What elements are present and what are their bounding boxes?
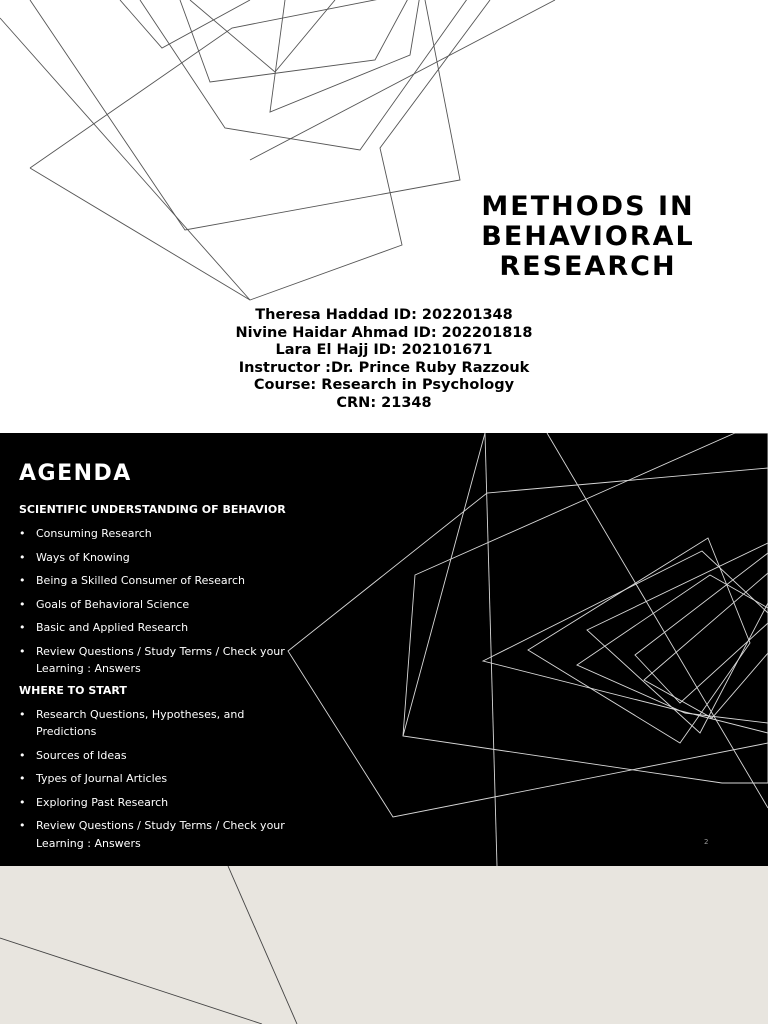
bullet-icon: •	[19, 772, 26, 785]
credit-course: Course: Research in Psychology	[253, 377, 515, 394]
bullet-icon: •	[19, 597, 26, 611]
section-title-where-to-start: WHERE TO START	[19, 683, 127, 697]
list-item-text: Research Questions, Hypotheses, and Predictions	[36, 707, 245, 738]
list-item-text: Review Questions / Study Terms / Check your Learning : Answers	[36, 819, 285, 850]
agenda-list-where-to-start	[19, 706, 291, 853]
presentation-title: METHODS IN BEHAVIORAL RESEARCH	[481, 191, 695, 282]
partial-next-slide	[0, 866, 768, 1024]
bullet-icon: •	[19, 795, 26, 809]
list-item-text: Ways of Knowing	[36, 550, 130, 564]
credit-instructor: Instructor :Dr. Prince Ruby Razzouk	[238, 359, 530, 376]
list-item	[19, 747, 291, 765]
list-item	[19, 706, 291, 741]
list-item	[19, 770, 291, 788]
bullet-icon: •	[19, 707, 26, 721]
credit-crn: CRN: 21348	[336, 394, 432, 411]
list-item-text: Exploring Past Research	[36, 795, 169, 809]
list-item	[19, 794, 291, 812]
credit-student-1: Theresa Haddad ID: 202201348	[255, 307, 513, 323]
list-item-text: Being a Skilled Consumer of Research	[36, 574, 245, 587]
section-title-scientific-understanding: SCIENTIFIC UNDERSTANDING OF BEHAVIOR	[19, 503, 286, 516]
credit-student-3: Lara El Hajj ID: 202101671	[275, 342, 493, 359]
list-item-text: Basic and Applied Research	[36, 621, 189, 634]
agenda-content	[19, 503, 291, 858]
bullet-icon: •	[19, 819, 26, 832]
agenda-heading: AGENDA	[19, 461, 132, 486]
list-item	[19, 817, 291, 852]
list-item	[19, 525, 291, 543]
bullet-icon: •	[19, 527, 26, 540]
geometric-line-art	[0, 866, 768, 1024]
list-item	[19, 643, 291, 678]
bullet-icon: •	[19, 644, 26, 658]
credit-student-2: Nivine Haidar Ahmad ID: 202201818	[235, 324, 533, 341]
agenda-list-scientific-understanding	[19, 525, 291, 678]
bullet-icon: •	[19, 621, 26, 634]
bullet-icon: •	[19, 574, 26, 587]
credits-block	[184, 307, 584, 413]
list-item	[19, 572, 291, 590]
list-item-text: Review Questions / Study Terms / Check your Learning : Answers	[36, 644, 285, 675]
list-item-text: Consuming Research	[36, 527, 152, 540]
list-item	[19, 549, 291, 567]
bullet-icon: •	[19, 550, 26, 564]
list-item-text: Goals of Behavioral Science	[36, 597, 190, 611]
list-item-text: Types of Journal Articles	[36, 772, 168, 785]
bullet-icon: •	[19, 748, 26, 762]
title-slide	[0, 0, 768, 433]
list-item	[19, 596, 291, 614]
agenda-slide	[0, 433, 768, 866]
list-item-text: Sources of Ideas	[36, 748, 127, 762]
list-item	[19, 619, 291, 637]
slide-page-number: 2	[704, 838, 709, 846]
